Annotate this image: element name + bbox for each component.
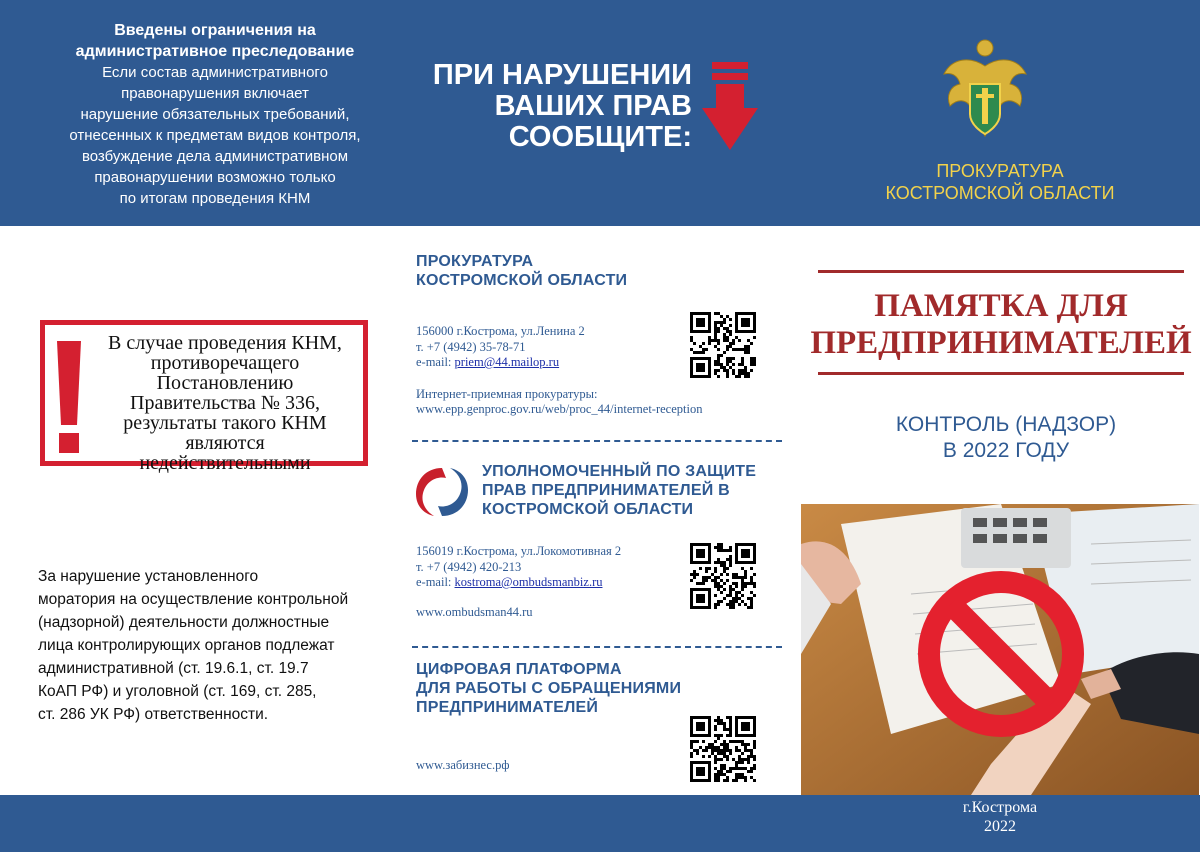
paragraph-line: моратория на осуществление контрольной <box>38 591 349 608</box>
divider <box>412 646 782 648</box>
address: 156000 г.Кострома, ул.Ленина 2 <box>416 324 585 338</box>
city: г.Кострома <box>962 799 1038 816</box>
qr-code-icon <box>690 716 756 782</box>
org-line: КОСТРОМСКОЙ ОБЛАСТИ <box>885 183 1115 203</box>
email-label: e-mail: <box>416 575 455 589</box>
prohibition-photo <box>801 504 1199 795</box>
phone: т. +7 (4942) 420-213 <box>416 559 522 574</box>
memo-subtitle <box>820 412 1192 464</box>
title-rule-bottom <box>818 372 1184 375</box>
restrictions-line: по итогам проведения КНМ <box>119 190 311 207</box>
restrictions-line: правонарушения включает <box>121 85 309 102</box>
qr-code-icon <box>690 312 756 378</box>
title-line: ПРОКУРАТУРА <box>416 253 534 270</box>
subtitle-line: В 2022 ГОДУ <box>942 439 1070 462</box>
org-line: ПРОКУРАТУРА <box>936 161 1064 181</box>
title-line: КОСТРОМСКОЙ ОБЛАСТИ <box>482 501 694 518</box>
org-name-top <box>860 160 1140 204</box>
ombudsman-logo-icon <box>412 462 472 522</box>
platform-title <box>416 660 681 717</box>
ombudsman-contacts <box>416 544 621 620</box>
reception-url[interactable]: www.epp.genproc.gov.ru/web/proc_44/internet-reception <box>416 402 703 416</box>
title-line: ПРЕДПРИНИМАТЕЛЕЙ <box>416 699 599 716</box>
paragraph-line: КоАП РФ) и уголовной (ст. 169, ст. 285, <box>38 683 317 700</box>
memo-title <box>810 288 1192 362</box>
email-link[interactable]: kostroma@ombudsmanbiz.ru <box>454 575 603 589</box>
paragraph-line: лица контролирующих органов подлежат <box>38 637 335 654</box>
restrictions-line: возбуждение дела административном <box>81 148 349 165</box>
warning-text <box>85 333 365 473</box>
email-row <box>416 575 621 591</box>
year: 2022 <box>984 818 1016 835</box>
title-line: ДЛЯ РАБОТЫ С ОБРАЩЕНИЯМИ <box>416 680 682 697</box>
title-line: ЦИФРОВАЯ ПЛАТФОРМА <box>416 661 622 678</box>
email-label: e-mail: <box>416 355 455 369</box>
title-line: ПРЕДПРИНИМАТЕЛЕЙ <box>810 325 1192 361</box>
paragraph-line: (надзорной) деятельности должностные <box>38 614 330 631</box>
restrictions-heading-2: административное преследование <box>75 43 355 60</box>
restrictions-heading-1: Введены ограничения на <box>114 22 316 39</box>
divider <box>412 440 782 442</box>
title-line: ПАМЯТКА ДЛЯ <box>874 288 1128 324</box>
report-line: ПРИ НАРУШЕНИИ <box>432 59 692 91</box>
platform-site[interactable]: www.забизнес.рф <box>416 758 510 772</box>
subtitle-line: КОНТРОЛЬ (НАДЗОР) <box>895 413 1117 436</box>
reception-label: Интернет-приемная прокуратуры: <box>416 386 598 401</box>
paragraph-line: ст. 286 УК РФ) ответственности. <box>38 706 269 723</box>
ombudsman-title <box>482 462 756 519</box>
red-down-arrow-icon <box>700 62 760 152</box>
liability-paragraph <box>38 565 373 726</box>
title-line: ПРАВ ПРЕДПРИНИМАТЕЛЕЙ В <box>482 482 730 499</box>
title-line: КОСТРОМСКОЙ ОБЛАСТИ <box>416 272 628 289</box>
title-line: УПОЛНОМОЧЕННЫЙ ПО ЗАЩИТЕ <box>482 463 757 480</box>
warning-line: недействительными <box>139 452 311 474</box>
qr-code-icon <box>690 543 756 609</box>
report-violation-heading <box>430 60 692 153</box>
invalid-inspection-warning <box>40 320 368 474</box>
report-line: СООБЩИТЕ: <box>508 121 692 153</box>
footer-location <box>900 798 1100 836</box>
email-link[interactable]: priem@44.mailop.ru <box>454 355 560 369</box>
restrictions-notice <box>40 20 390 209</box>
phone: т. +7 (4942) 35-78-71 <box>416 339 526 354</box>
site-url[interactable]: www.ombudsman44.ru <box>416 604 533 619</box>
exclamation-icon <box>53 337 85 457</box>
email-row <box>416 355 702 371</box>
warning-line: являются <box>185 432 265 454</box>
title-rule-top <box>818 270 1184 273</box>
warning-line: Постановлению <box>156 372 294 394</box>
warning-line: противоречащего <box>150 352 300 374</box>
restrictions-line: отнесенных к предметам видов контроля, <box>69 127 361 144</box>
report-line: ВАШИХ ПРАВ <box>494 90 692 122</box>
warning-line: Правительства № 336, <box>130 392 320 414</box>
prosecutor-emblem-icon <box>940 36 1030 150</box>
paragraph-line: административной (ст. 19.6.1, ст. 19.7 <box>38 660 309 677</box>
address: 156019 г.Кострома, ул.Локомотивная 2 <box>416 544 622 558</box>
restrictions-line: нарушение обязательных требований, <box>80 106 350 123</box>
prosecutor-title <box>416 252 627 290</box>
warning-line: результаты такого КНМ <box>123 412 327 434</box>
restrictions-line: правонарушении возможно только <box>94 169 336 186</box>
prosecutor-contacts <box>416 324 702 418</box>
warning-line: В случае проведения КНМ, <box>108 332 342 354</box>
restrictions-line: Если состав административного <box>102 64 328 81</box>
paragraph-line: За нарушение установленного <box>38 568 259 585</box>
